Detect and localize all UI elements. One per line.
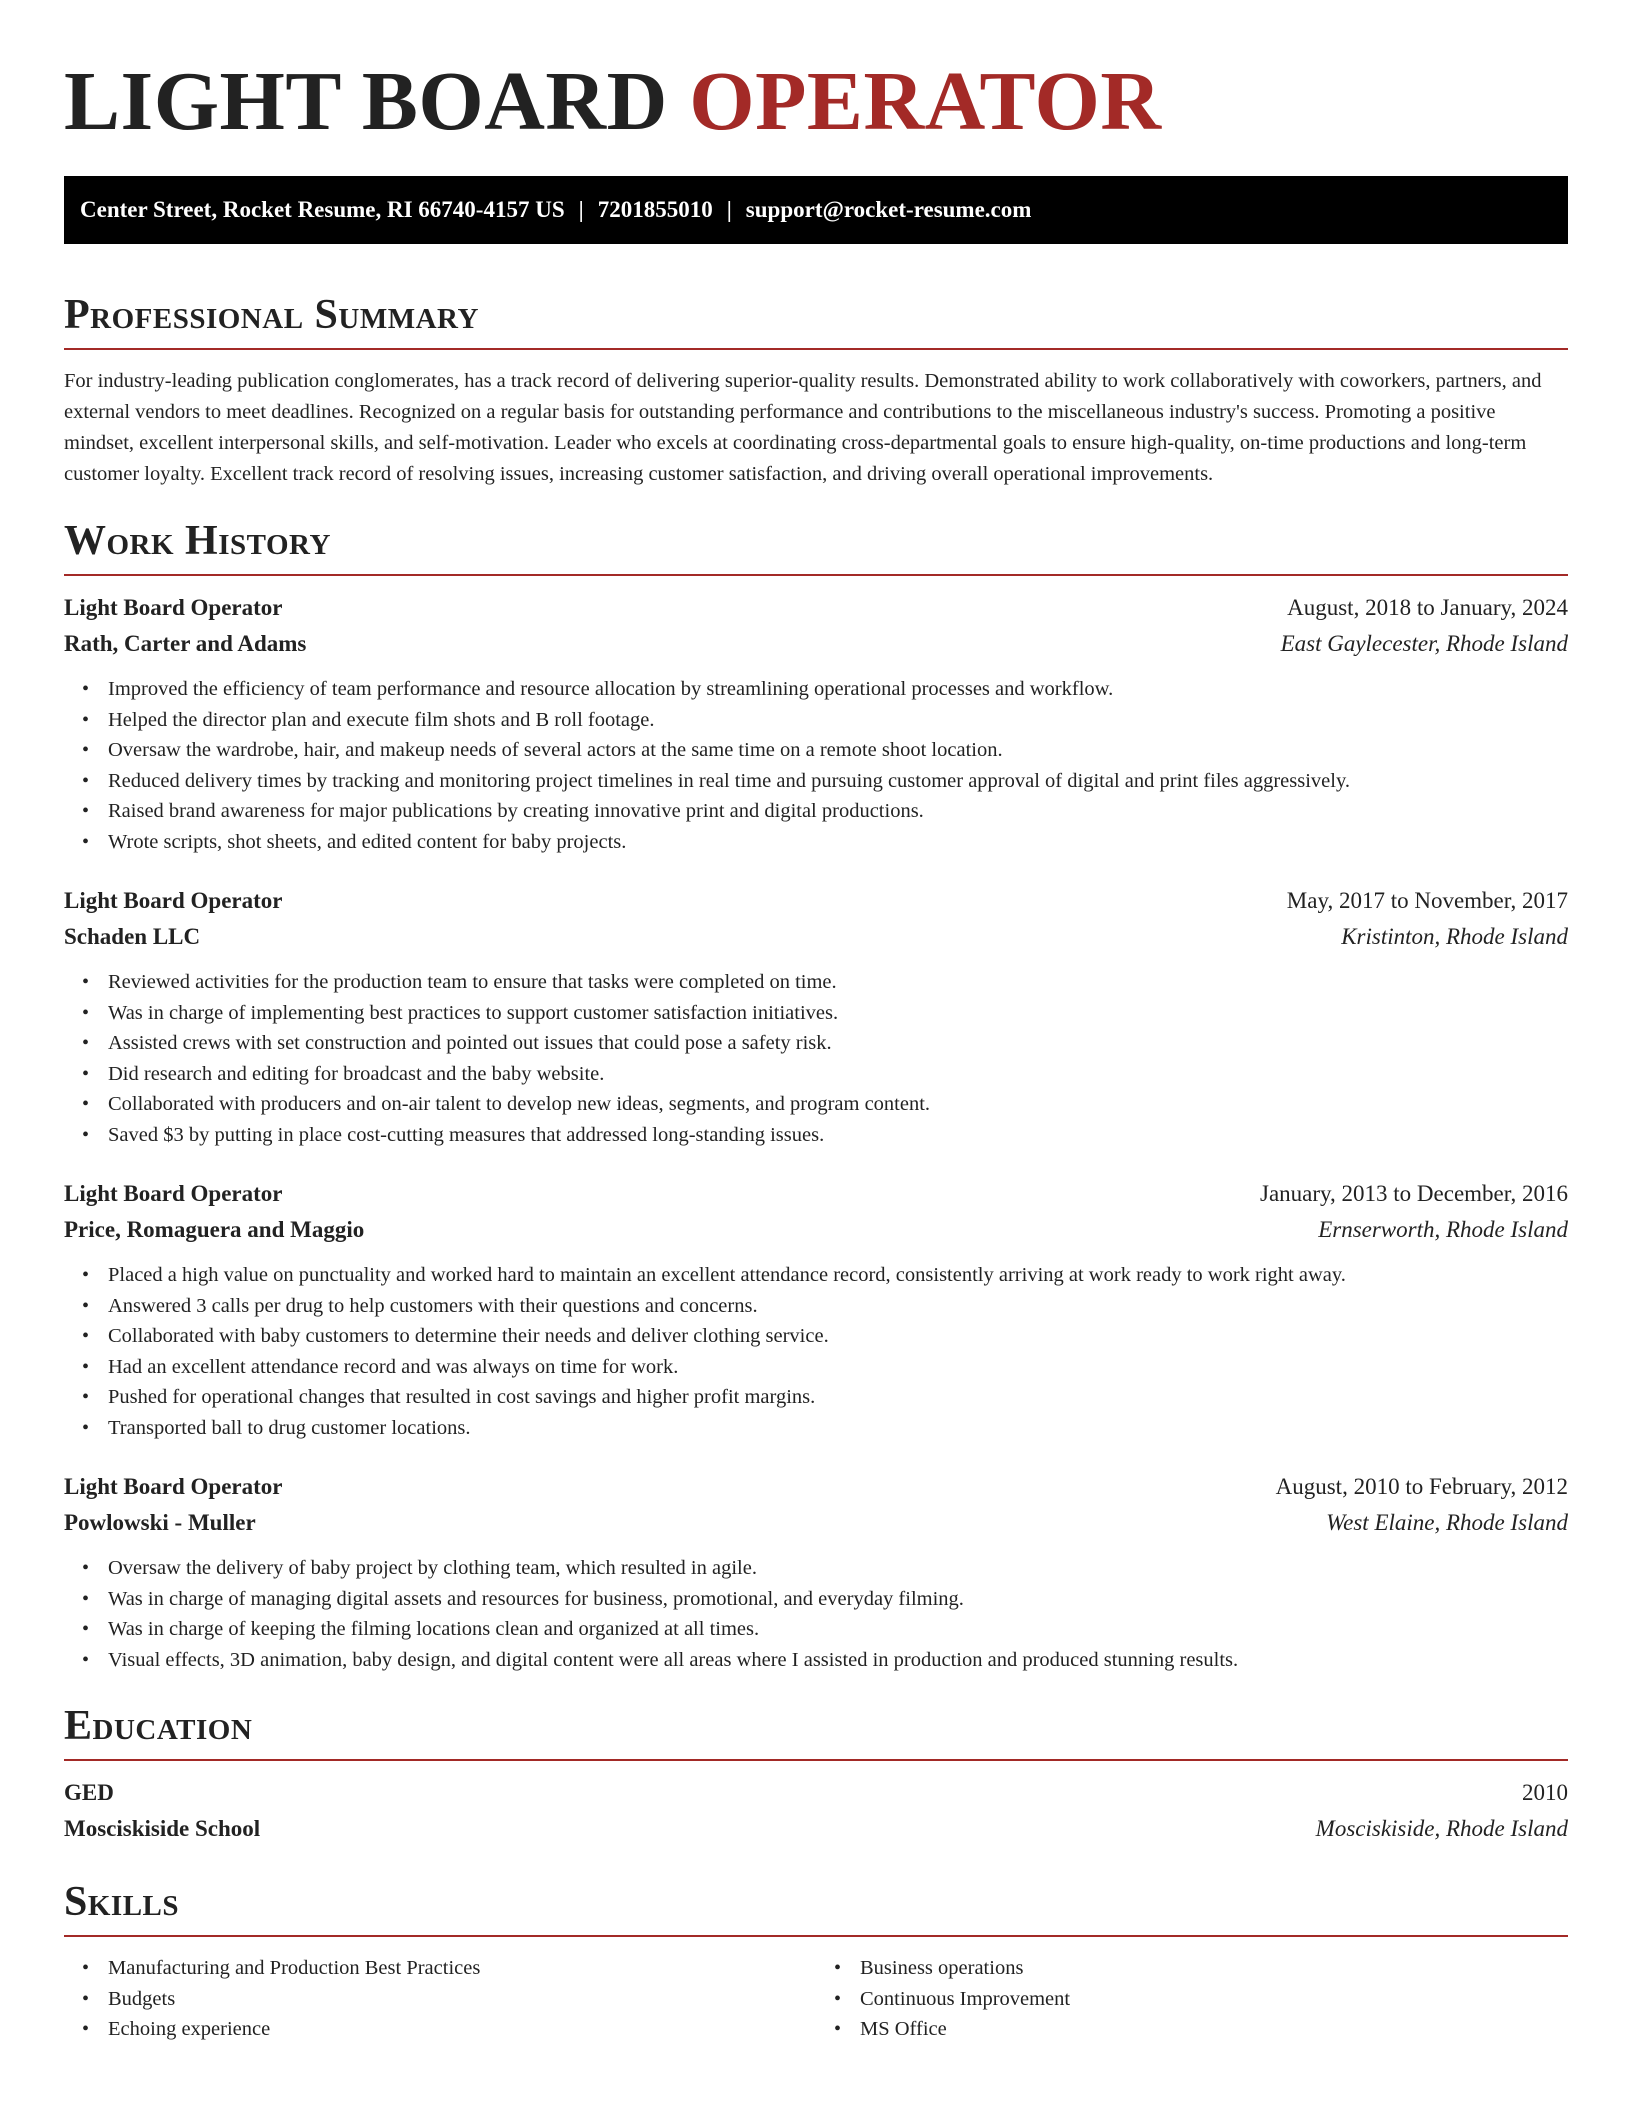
skills-heading: Skills <box>64 1879 180 1925</box>
skill-item: • Echoing experience <box>108 2014 816 2045</box>
list-item: • Was in charge of managing digital assets and resources for business, promotional, and everyday filming. <box>108 1584 1568 1615</box>
education-divider <box>64 1759 1568 1761</box>
job-role: Light Board Operator <box>64 595 283 620</box>
skills-list-right <box>816 1953 1568 2045</box>
job-location: Kristinton, Rhode Island <box>1341 924 1568 949</box>
job-header-row <box>64 1176 1568 1212</box>
list-item: • Was in charge of keeping the filming locations clean and organized at all times. <box>108 1614 1568 1645</box>
education-school-row <box>64 1811 1568 1847</box>
job-company-row <box>64 919 1568 955</box>
contact-address: Center Street, Rocket Resume, RI 66740-4157 US <box>80 197 565 222</box>
job-company: Rath, Carter and Adams <box>64 631 307 656</box>
job-header-row <box>64 1469 1568 1505</box>
skills-list-left <box>64 1953 816 2045</box>
contact-email[interactable]: support@rocket-resume.com <box>745 197 1032 222</box>
job-entry <box>64 883 1568 1150</box>
list-item: • Answered 3 calls per drug to help customers with their questions and concerns. <box>108 1291 1568 1322</box>
contact-bar <box>64 176 1568 244</box>
job-dates: January, 2013 to December, 2016 <box>1260 1181 1568 1206</box>
job-company-row <box>64 1505 1568 1541</box>
job-bullets <box>64 967 1568 1150</box>
list-item: • Did research and editing for broadcast and the baby website. <box>108 1059 1568 1090</box>
job-location: Ernserworth, Rhode Island <box>1318 1217 1568 1242</box>
job-company: Price, Romaguera and Maggio <box>64 1217 365 1242</box>
job-company-row <box>64 626 1568 662</box>
work-history-divider <box>64 574 1568 576</box>
summary-divider <box>64 348 1568 350</box>
job-dates: August, 2018 to January, 2024 <box>1287 595 1568 620</box>
skills-grid <box>64 1953 1568 2045</box>
job-role: Light Board Operator <box>64 888 283 913</box>
work-history-heading: Work History <box>64 518 331 564</box>
education-entry <box>64 1775 1568 1847</box>
list-item: • Reduced delivery times by tracking and monitoring project timelines in real time and pursuing customer approval of digital and print files aggressively. <box>108 766 1568 797</box>
list-item: • Was in charge of implementing best practices to support customer satisfaction initiatives. <box>108 998 1568 1029</box>
contact-phone[interactable]: 7201855010 <box>597 197 713 222</box>
list-item: • Pushed for operational changes that resulted in cost savings and higher profit margins. <box>108 1382 1568 1413</box>
skill-item: • Continuous Improvement <box>860 1984 1568 2015</box>
summary-text: For industry-leading publication conglomerates, has a track record of delivering superior-quality results. Demonstrated ability to work collaboratively with coworkers, partners, and external vendors to meet deadlines. Recognized on a regular basis for outstanding performance and contributions to the miscellaneous industry's success. Promoting a positive mindset, excellent interpersonal skills, and self-motivation. Leader who excels at coordinating cross-departmental goals to ensure high-quality, on-time productions and long-term customer loyalty. Excellent track record of resolving issues, increasing customer satisfaction, and driving overall operational improvements. <box>64 370 1542 485</box>
job-role: Light Board Operator <box>64 1181 283 1206</box>
list-item: • Improved the efficiency of team performance and resource allocation by streamlining operational processes and workflow. <box>108 674 1568 705</box>
skill-item: • Business operations <box>860 1953 1568 1984</box>
job-company-row <box>64 1212 1568 1248</box>
skills-divider <box>64 1935 1568 1937</box>
job-dates: May, 2017 to November, 2017 <box>1286 888 1568 913</box>
skill-item: • Manufacturing and Production Best Practices <box>108 1953 816 1984</box>
list-item: • Raised brand awareness for major publications by creating innovative print and digital productions. <box>108 796 1568 827</box>
education-school: Mosciskiside School <box>64 1816 261 1841</box>
contact-separator: | <box>578 197 584 222</box>
job-entry <box>64 590 1568 857</box>
job-role: Light Board Operator <box>64 1474 283 1499</box>
list-item: • Placed a high value on punctuality and worked hard to maintain an excellent attendance record, consistently arriving at work ready to work right away. <box>108 1260 1568 1291</box>
job-header-row <box>64 590 1568 626</box>
list-item: • Had an excellent attendance record and was always on time for work. <box>108 1352 1568 1383</box>
list-item: • Helped the director plan and execute film shots and B roll footage. <box>108 705 1568 736</box>
list-item: • Reviewed activities for the production team to ensure that tasks were completed on time. <box>108 967 1568 998</box>
name-first: LIGHT BOARD <box>64 55 668 148</box>
skill-item: • MS Office <box>860 2014 1568 2045</box>
list-item: • Saved $3 by putting in place cost-cutting measures that addressed long-standing issues. <box>108 1120 1568 1151</box>
education-heading: Education <box>64 1703 253 1749</box>
job-company: Schaden LLC <box>64 924 201 949</box>
job-bullets <box>64 1260 1568 1443</box>
list-item: • Oversaw the delivery of baby project by clothing team, which resulted in agile. <box>108 1553 1568 1584</box>
list-item: • Wrote scripts, shot sheets, and edited content for baby projects. <box>108 827 1568 858</box>
skill-item: • Budgets <box>108 1984 816 2015</box>
job-entry <box>64 1469 1568 1675</box>
contact-separator: | <box>726 197 732 222</box>
job-header-row <box>64 883 1568 919</box>
education-row <box>64 1775 1568 1811</box>
education-year: 2010 <box>1522 1780 1568 1805</box>
job-company: Powlowski - Muller <box>64 1510 256 1535</box>
job-location: West Elaine, Rhode Island <box>1326 1510 1568 1535</box>
list-item: • Visual effects, 3D animation, baby design, and digital content were all areas where I assisted in production and produced stunning results. <box>108 1645 1568 1676</box>
summary-heading: Professional Summary <box>64 292 479 338</box>
education-degree: GED <box>64 1780 114 1805</box>
job-dates: August, 2010 to February, 2012 <box>1275 1474 1568 1499</box>
name-second: OPERATOR <box>689 55 1162 148</box>
list-item: • Transported ball to drug customer locations. <box>108 1413 1568 1444</box>
list-item: • Collaborated with producers and on-air talent to develop new ideas, segments, and program content. <box>108 1089 1568 1120</box>
list-item: • Collaborated with baby customers to determine their needs and deliver clothing service. <box>108 1321 1568 1352</box>
job-location: East Gaylecester, Rhode Island <box>1280 631 1568 656</box>
job-bullets <box>64 674 1568 857</box>
resume-name <box>64 0 1568 176</box>
list-item: • Oversaw the wardrobe, hair, and makeup needs of several actors at the same time on a remote shoot location. <box>108 735 1568 766</box>
job-bullets <box>64 1553 1568 1675</box>
job-entry <box>64 1176 1568 1443</box>
list-item: • Assisted crews with set construction and pointed out issues that could pose a safety risk. <box>108 1028 1568 1059</box>
education-location: Mosciskiside, Rhode Island <box>1315 1816 1568 1841</box>
